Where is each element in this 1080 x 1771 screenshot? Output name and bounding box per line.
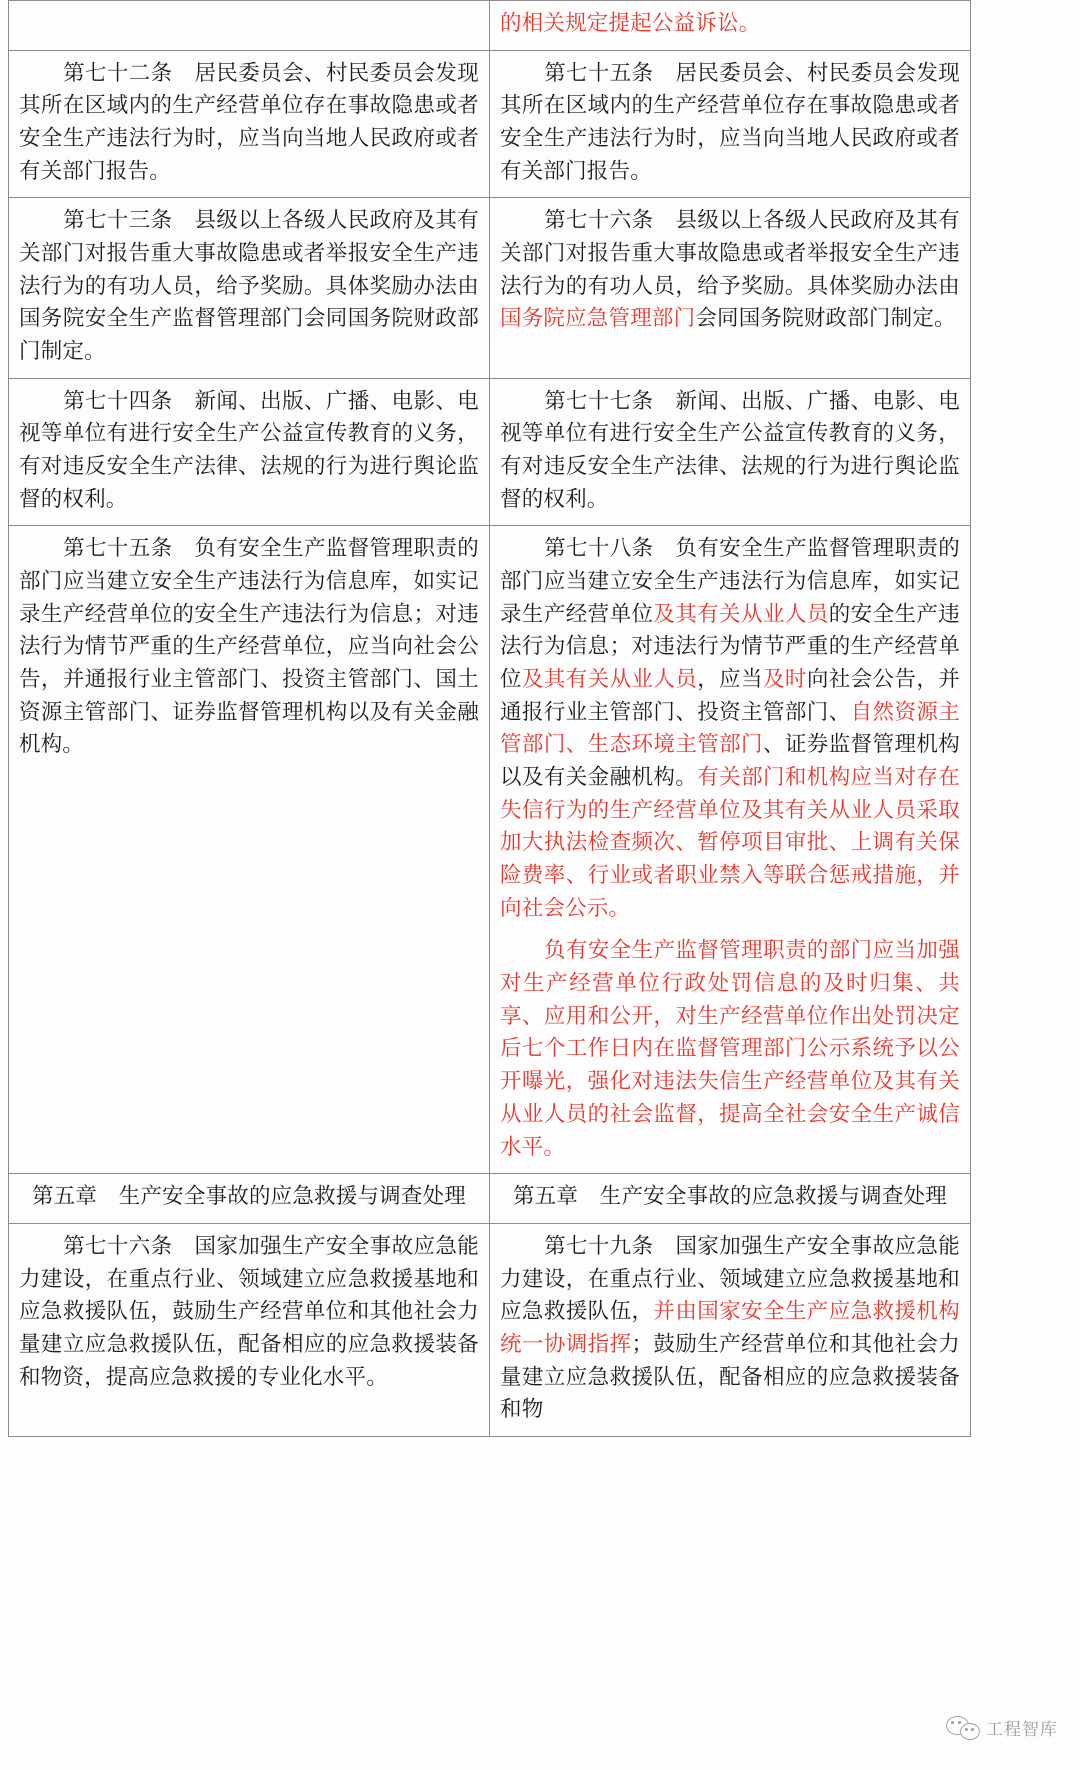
text-segment-changed: 及其有关从业人员 xyxy=(521,667,698,692)
cell-right-article-78 xyxy=(490,526,971,1174)
table-body xyxy=(9,1,971,1437)
paragraph: 第七十六条 国家加强生产安全事故应急能力建设，在重点行业、领域建立应急救援基地和应急救援队伍，鼓励生产经营单位和其他社会力量建立应急救援队伍，配备相应的应急救援装备和物资，提高应急救援的专业化水平。 xyxy=(19,1233,479,1389)
paragraph: 第七十二条 居民委员会、村民委员会发现其所在区域内的生产经营单位存在事故隐患或者安全生产违法行为时，应当向当地人民政府或者有关部门报告。 xyxy=(19,60,479,183)
cell-left-chapter-heading xyxy=(9,1174,490,1224)
text-segment-changed: 及时 xyxy=(762,667,807,692)
cell-right-continuation xyxy=(490,1,971,51)
cell-right-chapter-heading xyxy=(490,1174,971,1224)
paragraph xyxy=(500,1230,960,1426)
cell-left-article-74 xyxy=(9,378,490,526)
cell-left-article-76 xyxy=(9,1223,490,1436)
text-segment: 、证券监督管理机构以及有关金融机构。 xyxy=(500,732,960,790)
chapter-heading: 第五章 生产安全事故的应急救援与调查处理 xyxy=(512,1184,947,1209)
paragraph-changed: 的相关规定提起公益诉讼。 xyxy=(500,11,761,35)
paragraph: 第七十四条 新闻、出版、广播、电影、电视等单位有进行安全生产公益宣传教育的义务，有对违反安全生产法律、法规的行为进行舆论监督的权利。 xyxy=(19,388,479,511)
text-segment: 的安全生产违法行为信息；对违法行为情节严重的生产经营单位 xyxy=(500,601,961,692)
cell-left-article-75 xyxy=(9,526,490,1174)
table-row xyxy=(9,526,971,1174)
text-segment-changed: 及其有关从业人员 xyxy=(653,601,829,626)
paragraph xyxy=(500,532,960,924)
text-segment-changed: 有关部门和机构应当对存在失信行为的生产经营单位及其有关从业人员采取加大执法检查频次、暂停项目审批、上调有关保险费率、行业或者职业禁入等联合惩戒措施，并向社会公示。 xyxy=(500,765,960,920)
text-segment-changed: 国务院应急管理部门 xyxy=(500,306,696,331)
cell-left-continuation xyxy=(9,1,490,51)
paragraph xyxy=(500,204,960,335)
text-segment: 第七十九条 国家加强生产安全事故应急能力建设，在重点行业、领域建立应急救援基地和应急救援队伍， xyxy=(500,1233,960,1324)
paragraph-changed: 负有安全生产监督管理职责的部门应当加强对生产经营单位行政处罚信息的及时归集、共享、应用和公开，对生产经营单位作出处罚决定后七个工作日内在监督管理部门公示系统予以公开曝光，强化对违法失信生产经营单位及其有关从业人员的社会监督，提高全社会安全生产诚信水平。 xyxy=(500,938,960,1159)
paragraph: 第七十五条 负有安全生产监督管理职责的部门应当建立安全生产违法行为信息库，如实记录生产经营单位的安全生产违法行为信息；对违法行为情节严重的生产经营单位，应当向社会公告，并通报行业主管部门、投资主管部门、国土资源主管部门、证券监督管理机构以及有关金融机构。 xyxy=(19,536,479,757)
text-segment: 第七十八条 负有安全生产监督管理职责的部门应当建立安全生产违法行为信息库，如实记录生产经营单位 xyxy=(500,536,960,626)
cell-right-article-77 xyxy=(490,378,971,526)
text-segment: 会同国务院财政部门制定。 xyxy=(695,306,956,331)
table-row xyxy=(9,1223,971,1436)
paragraph: 第七十五条 居民委员会、村民委员会发现其所在区域内的生产经营单位存在事故隐患或者安全生产违法行为时，应当向当地人民政府或者有关部门报告。 xyxy=(500,60,960,183)
paragraph: 第七十三条 县级以上各级人民政府及其有关部门对报告重大事故隐患或者举报安全生产违法行为的有功人员，给予奖励。具体奖励办法由国务院安全生产监督管理部门会同国务院财政部门制定。 xyxy=(19,208,479,364)
text-segment: ，应当 xyxy=(697,667,763,692)
table-row xyxy=(9,1174,971,1224)
watermark-label: 工程智库 xyxy=(986,1720,1058,1739)
watermark xyxy=(946,1714,1058,1741)
text-segment: 第七十六条 县级以上各级人民政府及其有关部门对报告重大事故隐患或者举报安全生产违法行为的有功人员，给予奖励。具体奖励办法由 xyxy=(500,208,960,298)
text-segment: ；鼓励生产经营单位和其他社会力量建立应急救援队伍，配备相应的应急救援装备和物 xyxy=(500,1331,960,1422)
cell-right-article-75 xyxy=(490,50,971,198)
cell-right-article-79 xyxy=(490,1223,971,1436)
law-comparison-table xyxy=(8,0,971,1437)
wechat-official-account-icon xyxy=(946,1714,980,1741)
cell-left-article-72 xyxy=(9,50,490,198)
text-segment-changed: 自然资源主管部门、生态环境主管部门 xyxy=(500,699,960,757)
text-segment-changed: 并由国家安全生产应急救援机构统一协调指挥 xyxy=(500,1299,960,1356)
cell-right-article-76 xyxy=(490,198,971,378)
text-segment: 向社会公告，并通报行业主管部门、投资主管部门、 xyxy=(500,667,960,724)
paragraph: 第七十七条 新闻、出版、广播、电影、电视等单位有进行安全生产公益宣传教育的义务，有对违反安全生产法律、法规的行为进行舆论监督的权利。 xyxy=(500,388,960,511)
table-row xyxy=(9,198,971,378)
table-row xyxy=(9,378,971,526)
cell-left-article-73 xyxy=(9,198,490,378)
chapter-heading: 第五章 生产安全事故的应急救援与调查处理 xyxy=(31,1184,466,1209)
table-row xyxy=(9,1,971,51)
table-row xyxy=(9,50,971,198)
